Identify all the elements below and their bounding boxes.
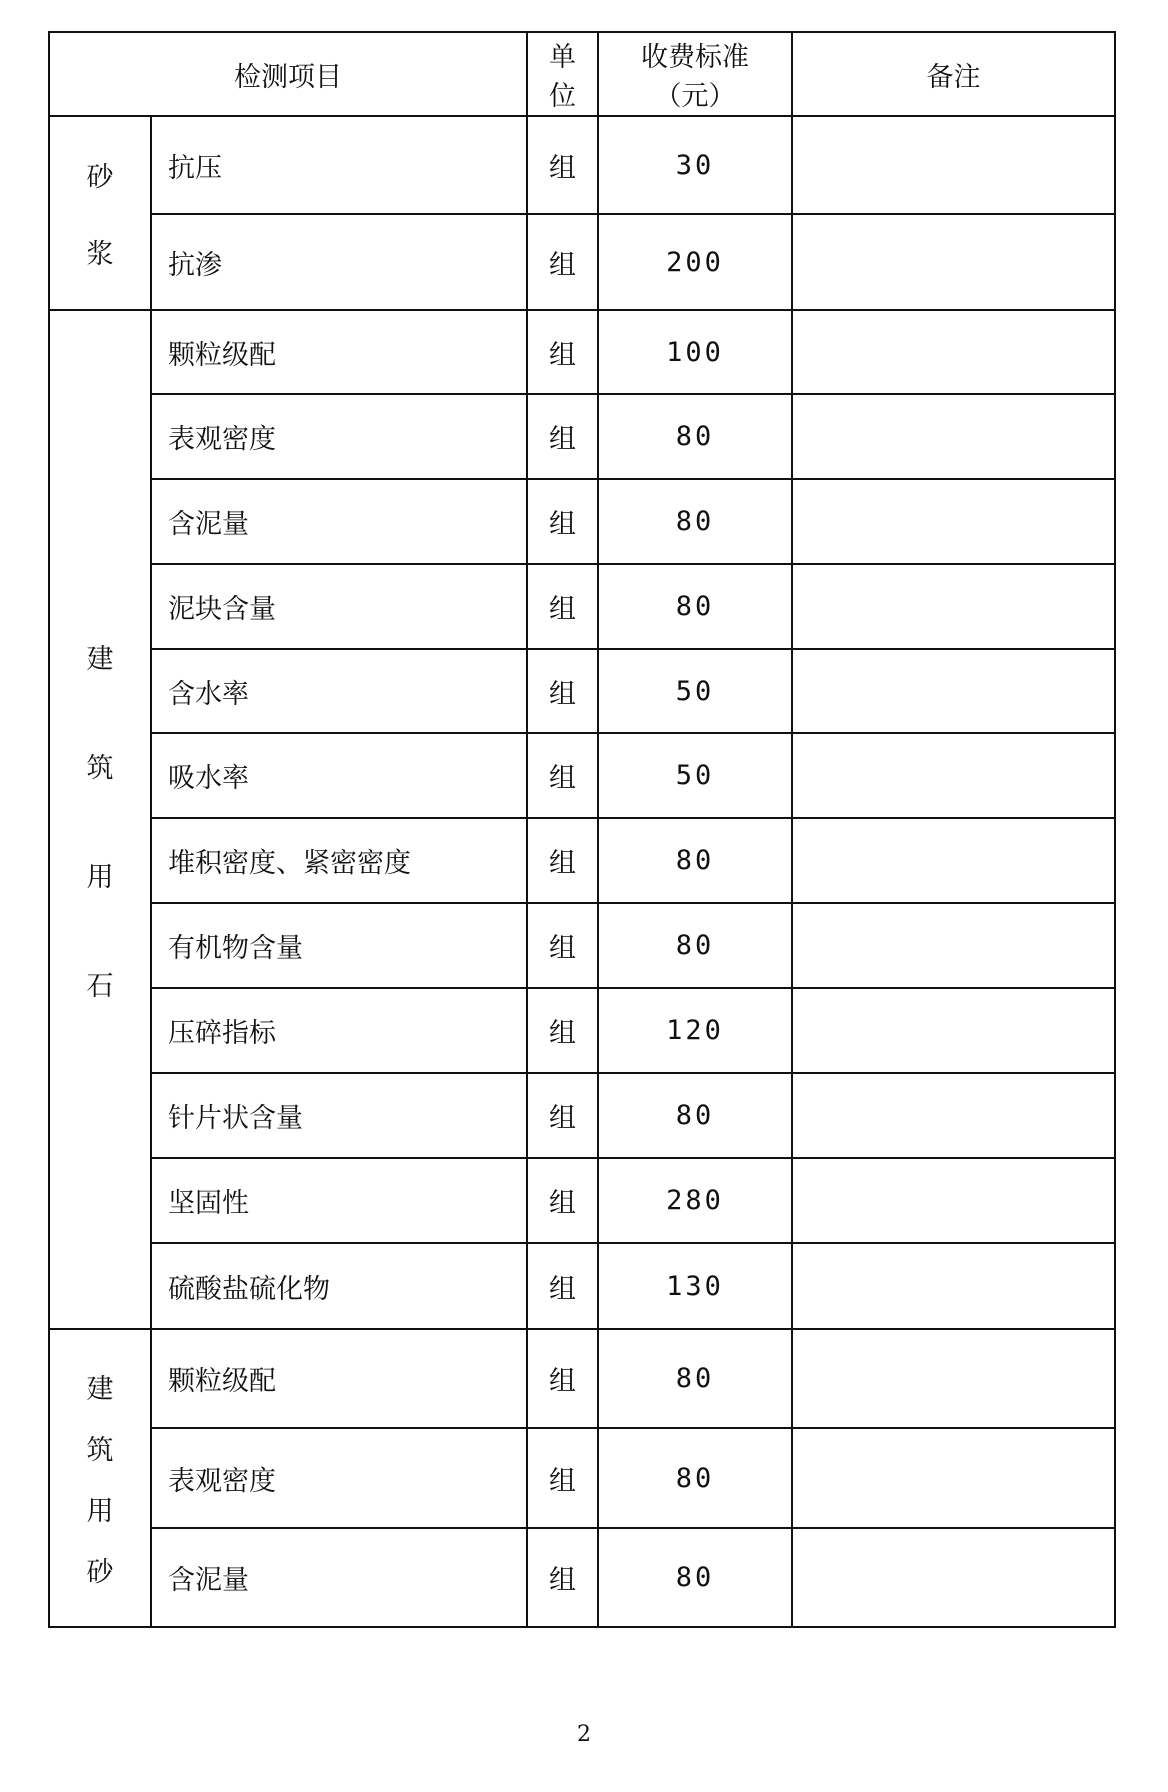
table-row [49, 479, 1115, 564]
item-cell: 有机物含量 [151, 903, 527, 988]
remark-cell [792, 1243, 1115, 1329]
table-row [49, 1158, 1115, 1243]
category-cell: 建 筑 用 石 [49, 310, 151, 1329]
remark-cell [792, 818, 1115, 903]
item-cell: 抗压 [151, 116, 527, 214]
remark-cell [792, 988, 1115, 1073]
category-cell: 砂 浆 [49, 116, 151, 310]
unit-cell: 组 [527, 310, 598, 394]
fee-cell: 50 [598, 649, 792, 733]
table-row [49, 116, 1115, 214]
fee-cell: 80 [598, 1528, 792, 1627]
remark-cell [792, 649, 1115, 733]
item-cell: 针片状含量 [151, 1073, 527, 1158]
unit-cell: 组 [527, 479, 598, 564]
unit-cell: 组 [527, 1073, 598, 1158]
remark-cell [792, 394, 1115, 479]
table-row [49, 214, 1115, 310]
category-cell: 建 筑 用 砂 [49, 1329, 151, 1627]
remark-cell [792, 479, 1115, 564]
item-cell: 含泥量 [151, 1528, 527, 1627]
table-row [49, 1428, 1115, 1528]
item-cell: 吸水率 [151, 733, 527, 818]
remark-cell [792, 1428, 1115, 1528]
unit-cell: 组 [527, 903, 598, 988]
fee-cell: 80 [598, 818, 792, 903]
unit-cell: 组 [527, 1243, 598, 1329]
table-row [49, 1528, 1115, 1627]
unit-cell: 组 [527, 1329, 598, 1428]
table-row [49, 818, 1115, 903]
unit-cell: 组 [527, 1528, 598, 1627]
item-cell: 硫酸盐硫化物 [151, 1243, 527, 1329]
fee-cell: 120 [598, 988, 792, 1073]
remark-cell [792, 733, 1115, 818]
item-cell: 颗粒级配 [151, 1329, 527, 1428]
remark-cell [792, 1158, 1115, 1243]
table-row [49, 1329, 1115, 1428]
remark-cell [792, 903, 1115, 988]
fee-cell: 50 [598, 733, 792, 818]
unit-cell: 组 [527, 564, 598, 649]
fee-cell: 80 [598, 1329, 792, 1428]
header-row [49, 32, 1115, 116]
remark-cell [792, 116, 1115, 214]
item-cell: 堆积密度、紧密密度 [151, 818, 527, 903]
remark-cell [792, 1073, 1115, 1158]
table-row [49, 649, 1115, 733]
fee-cell: 100 [598, 310, 792, 394]
fee-cell: 30 [598, 116, 792, 214]
unit-cell: 组 [527, 733, 598, 818]
table-row [49, 1243, 1115, 1329]
table-row [49, 903, 1115, 988]
fee-cell: 80 [598, 1428, 792, 1528]
table-row [49, 733, 1115, 818]
item-cell: 压碎指标 [151, 988, 527, 1073]
remark-cell [792, 214, 1115, 310]
remark-cell [792, 1329, 1115, 1428]
table-row [49, 394, 1115, 479]
fee-cell: 200 [598, 214, 792, 310]
unit-cell: 组 [527, 394, 598, 479]
unit-cell: 组 [527, 214, 598, 310]
table-row [49, 1073, 1115, 1158]
item-cell: 表观密度 [151, 1428, 527, 1528]
item-cell: 泥块含量 [151, 564, 527, 649]
page-number: 2 [577, 1722, 591, 1747]
header-fee: 收费标准 （元） [598, 32, 792, 116]
unit-cell: 组 [527, 818, 598, 903]
unit-cell: 组 [527, 116, 598, 214]
fee-cell: 80 [598, 479, 792, 564]
unit-cell: 组 [527, 649, 598, 733]
remark-cell [792, 310, 1115, 394]
fee-cell: 80 [598, 903, 792, 988]
item-cell: 颗粒级配 [151, 310, 527, 394]
item-cell: 抗渗 [151, 214, 527, 310]
fee-cell: 280 [598, 1158, 792, 1243]
item-cell: 坚固性 [151, 1158, 527, 1243]
fee-cell: 80 [598, 394, 792, 479]
unit-cell: 组 [527, 1428, 598, 1528]
item-cell: 表观密度 [151, 394, 527, 479]
remark-cell [792, 564, 1115, 649]
table-row [49, 564, 1115, 649]
header-item: 检测项目 [49, 32, 527, 116]
item-cell: 含水率 [151, 649, 527, 733]
header-remark: 备注 [792, 32, 1115, 116]
header-unit: 单 位 [527, 32, 598, 116]
unit-cell: 组 [527, 988, 598, 1073]
remark-cell [792, 1528, 1115, 1627]
unit-cell: 组 [527, 1158, 598, 1243]
fee-cell: 130 [598, 1243, 792, 1329]
item-cell: 含泥量 [151, 479, 527, 564]
fee-table [48, 31, 1116, 1628]
fee-cell: 80 [598, 1073, 792, 1158]
table-row [49, 988, 1115, 1073]
fee-cell: 80 [598, 564, 792, 649]
table-row [49, 310, 1115, 394]
